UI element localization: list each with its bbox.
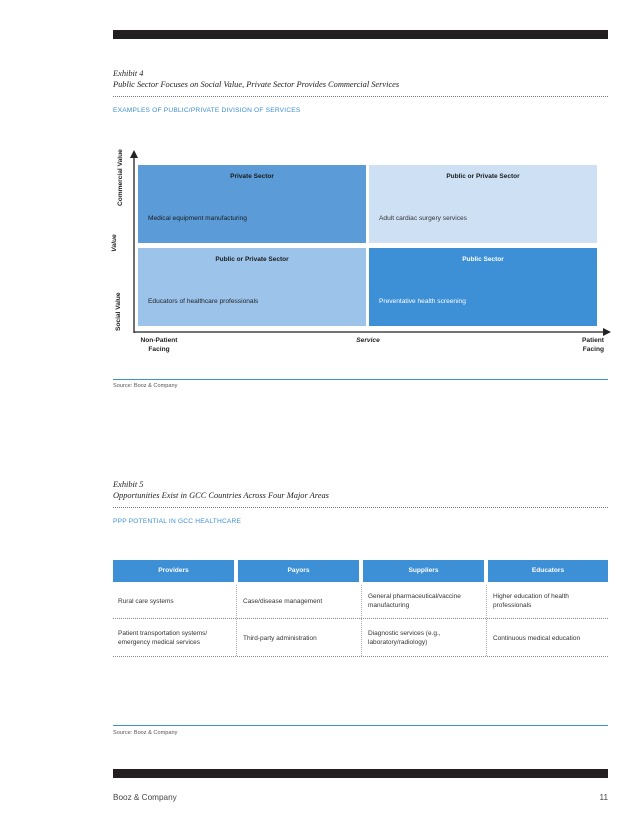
exhibit5-number: Exhibit 5 (113, 480, 144, 489)
top-rule (113, 30, 608, 39)
exhibit4-subtitle: EXAMPLES OF PUBLIC/PRIVATE DIVISION OF SERVICES (113, 107, 301, 114)
y-label-value: Value (111, 234, 118, 252)
x-label-patient: Patient Facing (582, 337, 604, 353)
table-cell: Rural care systems (118, 597, 174, 605)
row-divider (113, 656, 608, 657)
exhibit4-source: Source: Booz & Company (113, 383, 178, 389)
column-header-payors: Payors (238, 560, 359, 582)
quadrant-private (138, 165, 366, 243)
table-cell: Case/disease management (243, 597, 323, 605)
exhibit5-title: Opportunities Exist in GCC Countries Across Four Major Areas (113, 491, 329, 500)
x-label-service: Service (356, 337, 380, 344)
quadrant-title: Public Sector (462, 256, 504, 263)
table-cell: General pharmaceutical/vaccine manufacturing (368, 593, 461, 609)
y-label-social: Social Value (115, 292, 122, 331)
divider (113, 507, 608, 508)
table-cell: Higher education of health professionals (493, 593, 569, 609)
table-cell: Patient transportation systems/ emergency medical services (118, 630, 208, 646)
footer-company: Booz & Company (113, 793, 177, 802)
quadrant-title: Public or Private Sector (446, 173, 520, 180)
table-cell: Diagnostic services (e.g., laboratory/radiology) (368, 630, 441, 646)
exhibit5-subtitle: PPP POTENTIAL IN GCC HEALTHCARE (113, 518, 242, 525)
exhibit4-title: Public Sector Focuses on Social Value, Private Sector Provides Commercial Services (113, 80, 400, 89)
column-divider (361, 585, 362, 656)
x-label-non-patient: Non-Patient Facing (140, 337, 178, 353)
quadrant-text: Adult cardiac surgery services (379, 215, 467, 222)
column-divider (236, 585, 237, 656)
exhibit5-source: Source: Booz & Company (113, 730, 178, 736)
quadrant-public (369, 248, 597, 326)
divider (113, 96, 608, 97)
bottom-rule (113, 769, 608, 778)
exhibit4-bottom-rule (113, 379, 608, 380)
quadrant-text: Educators of healthcare professionals (148, 298, 259, 305)
exhibit4-number: Exhibit 4 (113, 69, 144, 78)
exhibit5-bottom-rule (113, 725, 608, 726)
quadrant-public-or-private-bottom (138, 248, 366, 326)
y-label-commercial: Commercial Value (117, 149, 124, 206)
y-axis-arrow (130, 150, 138, 158)
column-header-suppliers: Suppliers (363, 560, 484, 582)
quadrant-text: Medical equipment manufacturing (148, 215, 247, 222)
column-divider (486, 585, 487, 656)
quadrant-title: Public or Private Sector (215, 256, 289, 263)
column-header-providers: Providers (113, 560, 234, 582)
quadrant-text: Preventative health screening (379, 298, 466, 305)
table-cell: Continuous medical education (493, 634, 581, 642)
table-cell: Third-party administration (243, 634, 317, 642)
quadrant-public-or-private-top (369, 165, 597, 243)
x-axis-arrow (603, 328, 611, 336)
page-number: 11 (599, 793, 608, 802)
column-header-educators: Educators (488, 560, 608, 582)
quadrant-title: Private Sector (230, 173, 274, 180)
